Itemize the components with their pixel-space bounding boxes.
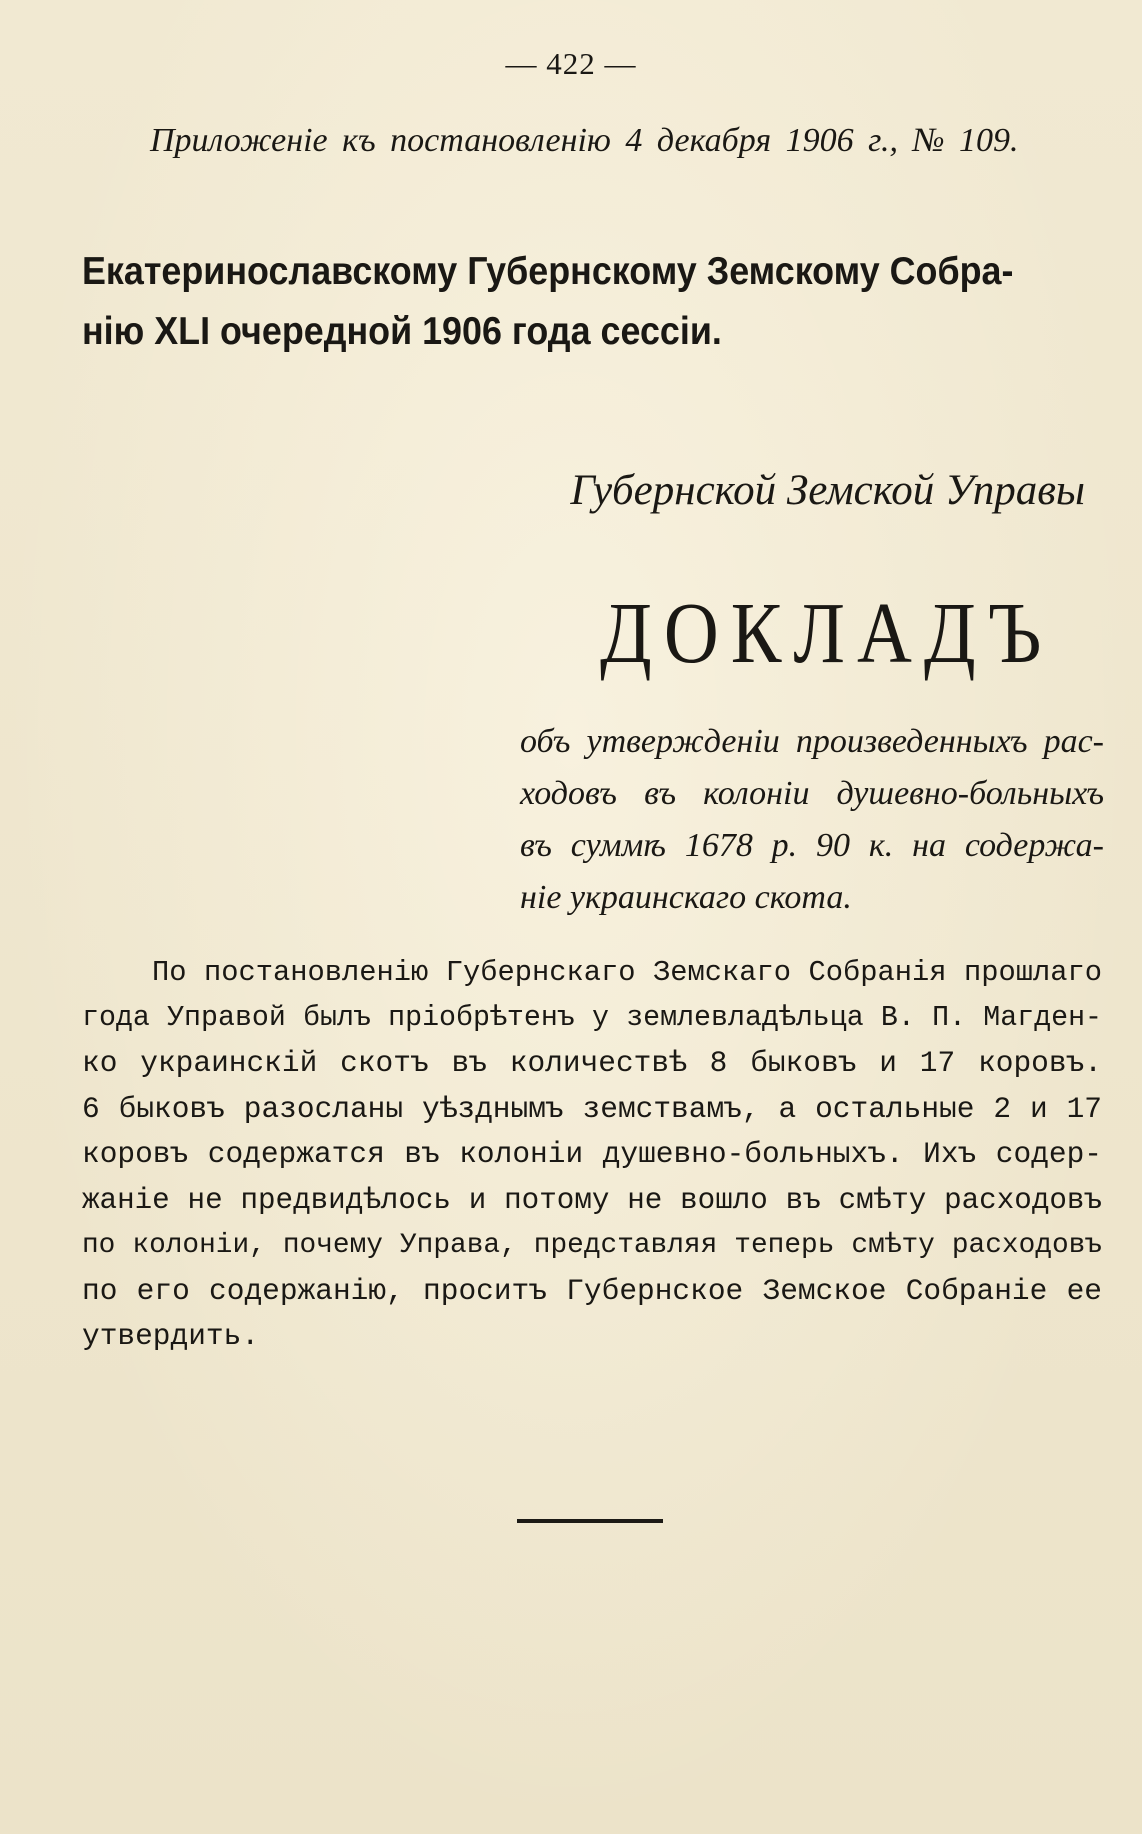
body-paragraph bbox=[82, 950, 1102, 1360]
document-title: ДОКЛАДЪ bbox=[600, 585, 1054, 682]
issuer-line: Губернской Земской Управы bbox=[570, 467, 1085, 514]
body-line: 6 быковъ разосланы уѣзднымъ земствамъ, а остальные 2 и 17 bbox=[82, 1091, 1102, 1126]
subject-line: объ утвержденіи произведенныхъ рас- bbox=[520, 723, 1104, 760]
body-line: По постановленію Губернскаго Земскаго Собранія прошлаго bbox=[152, 956, 1102, 989]
body-line: года Управой былъ пріобрѣтенъ у землевладѣльца В. П. Магден- bbox=[82, 1001, 1102, 1034]
appendix-note: Приложеніе къ постановленію 4 декабря 1906 г., № 109. bbox=[150, 122, 1019, 159]
subject-block bbox=[520, 716, 1104, 924]
body-line: по его содержанію, проситъ Губернское Земское Собраніе ее bbox=[82, 1273, 1102, 1308]
body-line: по колоніи, почему Управа, представляя теперь смѣту расходовъ bbox=[82, 1230, 1102, 1261]
recipient-heading bbox=[82, 242, 1094, 362]
subject-line: ходовъ въ колоніи душевно-больныхъ bbox=[520, 775, 1104, 812]
closing-rule bbox=[517, 1519, 663, 1523]
body-line: ко украинскій скотъ въ количествѣ 8 быковъ и 17 коровъ. bbox=[82, 1046, 1102, 1080]
recipient-line: Екатеринославскому Губернскому Земскому Собра- bbox=[82, 250, 1014, 293]
body-line: жаніе не предвидѣлось и потому не вошло въ смѣту расходовъ bbox=[82, 1183, 1102, 1217]
body-line: утвердить. bbox=[82, 1319, 260, 1353]
recipient-line: нію XLI очередной 1906 года сессіи. bbox=[82, 310, 722, 353]
body-line: коровъ содержатся въ колоніи душевно-больныхъ. Ихъ содер- bbox=[82, 1137, 1102, 1171]
subject-line: въ суммѣ 1678 р. 90 к. на содержа- bbox=[520, 827, 1104, 864]
subject-line: ніе украинскаго скота. bbox=[520, 879, 852, 916]
page-number: — 422 — bbox=[505, 46, 637, 81]
